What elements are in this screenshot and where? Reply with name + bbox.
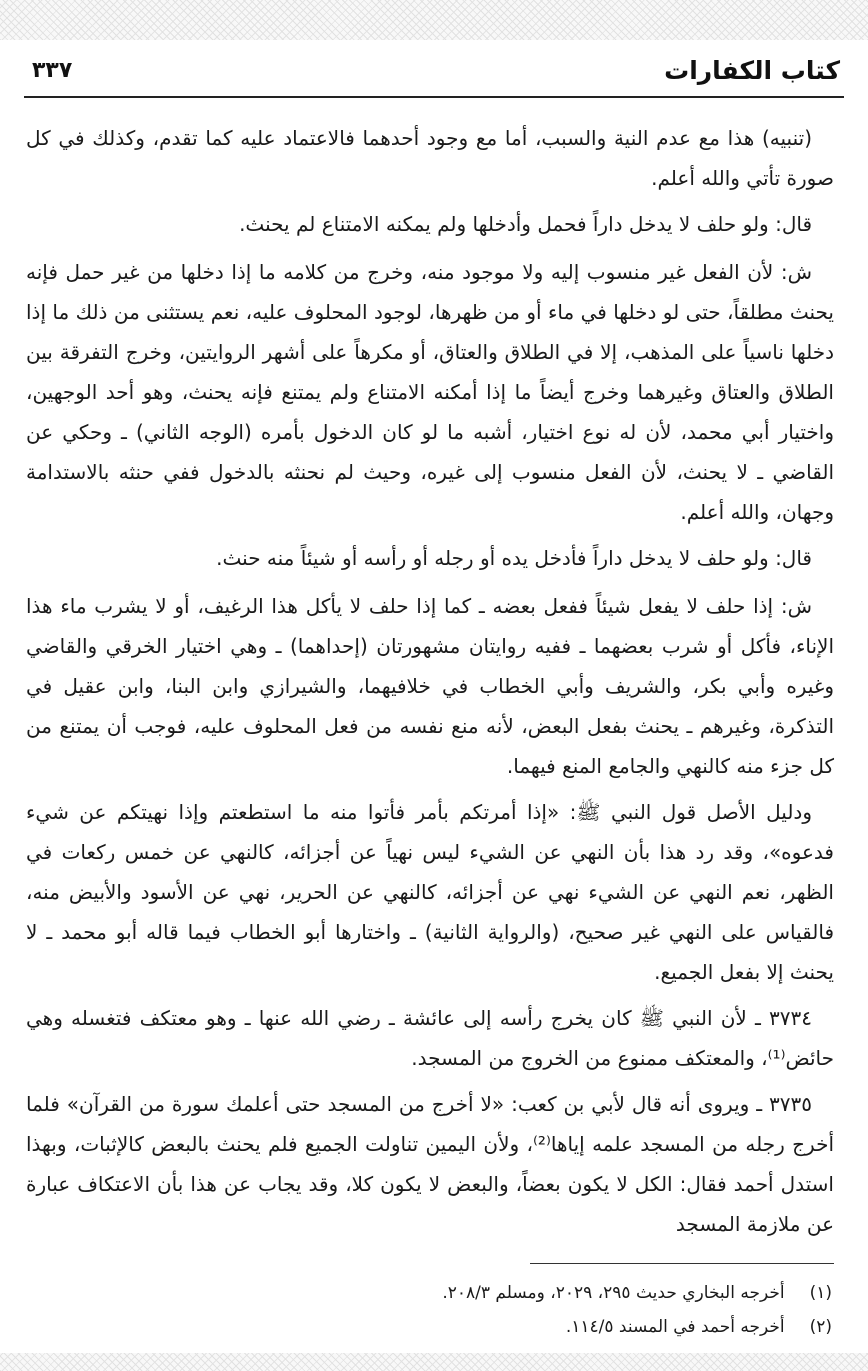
footnotes [26,1276,832,1344]
footnote-number: (٢) [809,1317,832,1337]
hadith-paragraph: ٣٧٣٤ ـ لأن النبي ﷺ كان يخرج رأسه إلى عائشة ـ رضي الله عنها ـ وهو معتكف فتغسله وهي حائض⁽¹⁾، والمعتكف ممنوع من الخروج من المسجد. [26,1006,834,1070]
chapter-title: كتاب الكفارات [664,56,840,85]
page-header [24,54,844,98]
commentary-paragraph: ش: إذا حلف لا يفعل شيئاً ففعل بعضه ـ كما إذا حلف لا يأكل هذا الرغيف، أو لا يشرب ماء هذا الإناء، فأكل أو شرب بعضهما ـ ففيه روايتان مشهورتان (إحداهما) ـ وهي اختيار الخرقي والقاضي وغيره وأبي بكر، والشريف وأبي الخطاب في خلافيهما، والشيرازي وابن البنا، وابن عقيل في التذكرة، وغيرهم ـ يحنث بفعل البعض، لأنه منع نفسه من فعل المحلوف عليه، فوجب أن يمتنع من كل جزء منه كالنهي والجامع المنع فيهما. [26,594,834,778]
evidence-paragraph: ودليل الأصل قول النبي ﷺ: «إذا أمرتكم بأمر فأتوا منه ما استطعتم وإذا نهيتكم عن شيء فدعوه»، وقد رد هذا بأن النهي عن الشيء ليس نهياً عن أجزائه، كالنهي عن خمس ركعات في الظهر، نعم النهي عن الشيء نهي عن أجزائه، كالنهي عن الحرير، نهي عن الأسود والأبيض منه، فالقياس على النهي غير صحيح، (والرواية الثانية) ـ واختارها أبو الخطاب فيما قاله أبو محمد ـ لا يحنث إلا بفعل الجميع. [26,800,834,984]
decorative-top-border [0,0,868,40]
page-number: ٣٣٧ [32,58,73,83]
rule-statement: قال: ولو حلف لا يدخل داراً فحمل وأدخلها ولم يمكنه الامتناع لم يحنث. [239,212,812,236]
header-rule [24,96,844,98]
main-text [26,118,834,1250]
commentary-paragraph: ش: لأن الفعل غير منسوب إليه ولا موجود منه، وخرج من كلامه ما إذا دخلها من غير حمل فإنه يحنث مطلقاً، حتى لو دخلها في ماء أو من ظهرها، لوجود المحلوف عليه، نعم يستثنى من ذلك ما إذا دخلها ناسياً على المذهب، إلا في الطلاق والعتاق، أو مكرهاً على أشهر الروايتين، وخرج التفرقة بين الطلاق والعتاق وغيرهما وخرج أيضاً ما إذا أمكنه الامتناع ولم يمتنع فإنه يحنث، وهو أحد الوجهين، واختيار أبي محمد، لأن له نوع اختيار، أشبه ما لو كان الدخول بأمره (الوجه الثاني) ـ وحكي عن القاضي ـ لا يحنث، لأن الفعل منسوب إلى غيره، وحيث لم نحنثه بالدخول ففي حنثه بالاستدامة وجهان، والله أعلم. [26,260,834,524]
footnote-number: (١) [809,1283,832,1303]
footnote-item [26,1276,832,1310]
decorative-bottom-border [0,1353,868,1371]
footnote-text: أخرجه أحمد في المسند ١١٤/٥. [565,1317,785,1337]
rule-statement: قال: ولو حلف لا يدخل داراً فأدخل يده أو رجله أو رأسه أو شيئاً منه حنث. [216,546,812,570]
note-paragraph: (تنبيه) هذا مع عدم النية والسبب، أما مع وجود أحدهما فالاعتماد عليه كما تقدم، وكذلك في كل صورة تأتي والله أعلم. [26,126,834,190]
hadith-paragraph: ٣٧٣٥ ـ ويروى أنه قال لأبي بن كعب: «لا أخرج من المسجد حتى أعلمك سورة من القرآن» فلما أخرج رجله من المسجد علمه إياها⁽²⁾، ولأن اليمين تناولت الجميع فلم يحنث بالبعض كالإثبات، وبهذا استدل أحمد فقال: الكل لا يكون بعضاً، والبعض لا يكون كلا، وقد يجاب عن هذا بأن الاعتكاف عبارة عن ملازمة المسجد [26,1092,835,1236]
footnote-item [26,1310,832,1344]
footnote-text: أخرجه البخاري حديث ٢٩٥، ٢٠٢٩، ومسلم ٢٠٨/٣. [442,1283,785,1303]
footnote-separator [530,1263,834,1264]
